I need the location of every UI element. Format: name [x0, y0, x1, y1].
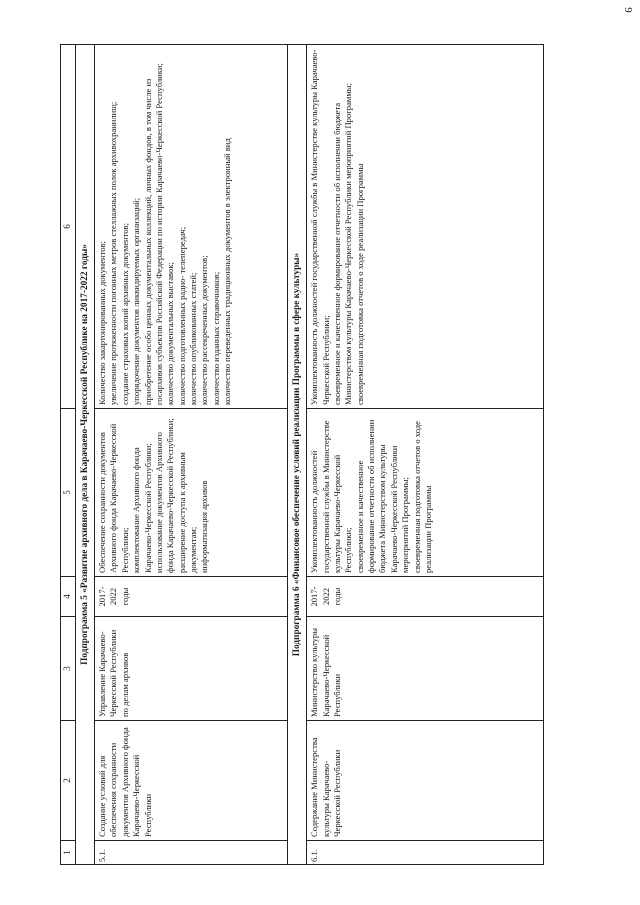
result-line: информатизация архивов	[199, 480, 210, 573]
column-header: 5	[61, 409, 76, 577]
activity-name: Содержание Министерства культуры Карачаево-Черкесской Республики	[307, 721, 544, 841]
period: 2017-2022 годы	[307, 577, 544, 617]
expected-results	[95, 409, 288, 577]
row-number: 6.1.	[307, 841, 544, 865]
section-title: Подпрограмма 5 «Развитие архивного дела в Карачаево-Черкесской Республике на 2017-2022 годы»	[75, 45, 94, 865]
document-sheet	[60, 45, 605, 865]
period: 2017-2022 годы	[95, 577, 288, 617]
indicators	[307, 45, 544, 409]
indicator-line: увеличение протяженности погонных метров стеллажных полок архивохранилищ;	[108, 101, 119, 405]
indicator-line: своевременная подготовка отчетов о ходе реализации Программы	[354, 163, 365, 405]
indicator-line: Укомплектованность должностей государственной службы в Министерстве культуры Карачаево-Черкесской Республики;	[309, 49, 331, 405]
result-line: Укомплектованность должностей государственной службы в Министерстве культуры Карачаево-Черкесской Республики;	[309, 420, 354, 573]
indicator-line: количество рассекреченных документов;	[199, 255, 210, 405]
result-line: Обеспечение сохранности документов Архивного фонда Карачаево-Черкесской Республики;	[97, 423, 130, 573]
executor: Министерство культуры Карачаево-Черкесской Республики	[307, 617, 544, 721]
indicator-line: приобретение особо ценных документальных коллекций, личных фондов, в том числе из госархивов субъектов Российской Федерации по истории Карачаево-Черкесской Республики;	[142, 63, 164, 405]
result-line: расширение доступа к архивным документам;	[176, 452, 198, 573]
column-header: 4	[61, 577, 76, 617]
expected-results	[307, 409, 544, 577]
indicator-line: своевременное и качественное формирование отчетности об исполнении бюджета Министерством культуры Карачаево-Черкесской Республики мероприятий Программы;	[332, 83, 354, 405]
indicator-line: количество подготовленных радио- телепередач;	[176, 226, 187, 405]
indicator-line: количество изданных справочников;	[210, 271, 221, 405]
indicator-line: количество документальных выставок;	[165, 262, 176, 405]
indicator-line: количество опубликованных статей;	[187, 272, 198, 405]
column-header: 1	[61, 841, 76, 865]
indicator-line: Количество закартонированных документов;	[97, 240, 108, 405]
indicator-line: упорядочение документов ликвидируемых организаций;	[131, 197, 142, 405]
result-line: своевременная подготовка отчетов о ходе реализации Программы	[411, 421, 433, 573]
activity-name: Создание условий для обеспечения сохранности документов Архивного фонда Карачаево-Черкесской Республики	[95, 721, 288, 841]
table-row	[307, 45, 544, 865]
result-line: использование документов Архивного фонда Карачаево-Черкесской Республики;	[153, 418, 176, 573]
column-header: 3	[61, 617, 76, 721]
executor: Управление Карачаево-Черкесской Республики по делам архивов	[95, 617, 288, 721]
column-header: 2	[61, 721, 76, 841]
indicator-line: количество переведенных традиционных документов в электронный вид	[221, 138, 232, 405]
section-title-row	[75, 45, 94, 865]
table-row	[95, 45, 288, 865]
section-title-row	[288, 45, 307, 865]
indicator-line: создание страховых копий архивных документов;	[119, 222, 130, 405]
page-number: 9	[621, 7, 634, 13]
row-number: 5.1.	[95, 841, 288, 865]
result-line: комплектование Архивного фонда Карачаево-Черкесской Республики;	[131, 443, 153, 573]
column-header-row	[61, 45, 76, 865]
result-line: своевременное и качественное формирование отчетности об исполнении бюджета Министерством культуры Карачаево-Черкесской Республики мероприятий Программы;	[354, 419, 411, 573]
section-title: Подпрограмма 6 «Финансовое обеспечение условий реализации Программы в сфере культуры»	[288, 45, 307, 865]
indicators	[95, 45, 288, 409]
column-header: 6	[61, 45, 76, 409]
program-table	[60, 44, 544, 865]
